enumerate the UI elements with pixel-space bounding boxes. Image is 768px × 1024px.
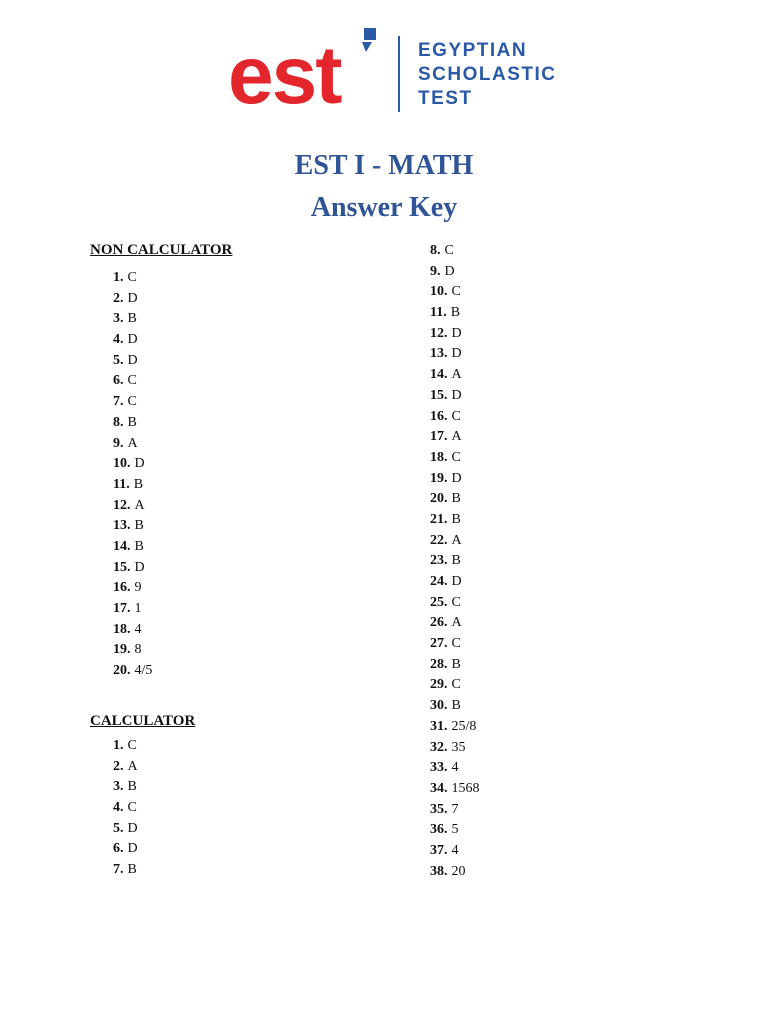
answer-item [113, 413, 152, 434]
question-number: 12. [430, 325, 448, 341]
question-number: 4. [113, 332, 124, 348]
question-number: 14. [113, 538, 131, 554]
question-number: 2. [113, 290, 124, 306]
question-number: 16. [430, 408, 448, 424]
answer-item [430, 262, 480, 283]
answer-item [430, 655, 480, 676]
answer-item [430, 510, 480, 531]
logo-mark: est [228, 30, 341, 121]
question-number: 13. [113, 518, 131, 534]
answer-value: 9 [134, 580, 142, 596]
est-logo [228, 26, 578, 121]
answer-item [430, 241, 480, 262]
question-number: 25. [430, 594, 448, 610]
answer-item [113, 661, 152, 682]
answer-value: C [127, 394, 137, 410]
answer-value: C [451, 449, 461, 465]
answer-value: B [127, 414, 137, 430]
question-number: 29. [430, 677, 448, 693]
answer-value: B [451, 656, 461, 672]
answer-item [430, 841, 480, 862]
answer-value: 1568 [451, 780, 480, 796]
question-number: 8. [113, 414, 124, 430]
answer-item [430, 427, 480, 448]
answer-value: D [134, 456, 145, 472]
answer-value: D [451, 387, 462, 403]
answer-item [113, 351, 152, 372]
answer-item [430, 862, 480, 883]
question-number: 32. [430, 739, 448, 755]
answer-value: 1 [134, 601, 142, 616]
question-number: 3. [113, 311, 124, 327]
answer-value: 20 [451, 863, 466, 879]
answer-item [430, 344, 480, 365]
question-number: 37. [430, 842, 448, 858]
answer-value: D [451, 325, 462, 341]
answer-value: C [127, 270, 137, 285]
answer-value: A [134, 497, 145, 513]
answer-item [430, 386, 480, 407]
question-number: 11. [113, 476, 130, 492]
question-number: 20. [113, 663, 131, 679]
answer-item [113, 392, 152, 413]
question-number: 8. [430, 243, 441, 258]
page-subtitle: Answer Key [310, 192, 458, 223]
answer-value: B [127, 779, 137, 795]
answer-item [113, 558, 152, 579]
answer-item [430, 634, 480, 655]
answer-item [430, 800, 480, 821]
question-number: 35. [430, 801, 448, 817]
answer-item [430, 303, 480, 324]
answer-value: B [451, 553, 461, 569]
answer-item [430, 448, 480, 469]
answer-item [430, 531, 480, 552]
answer-value: D [444, 263, 455, 279]
answer-value: 4 [134, 621, 142, 637]
question-number: 3. [113, 779, 124, 795]
answer-item [430, 779, 480, 800]
answer-value: B [134, 518, 144, 534]
answer-value: C [451, 408, 461, 424]
answer-value: B [133, 476, 144, 492]
answer-value: D [127, 290, 138, 306]
question-number: 17. [430, 429, 448, 445]
answer-value: 4 [451, 842, 459, 858]
question-number: 6. [113, 841, 124, 857]
answer-value: B [451, 698, 461, 714]
answer-item [113, 268, 152, 289]
answer-item [430, 551, 480, 572]
question-number: 36. [430, 822, 448, 838]
calculator-list-col1 [113, 736, 138, 881]
answer-item [430, 717, 480, 738]
answer-value: C [127, 738, 137, 753]
question-number: 1. [113, 738, 124, 753]
answer-item [430, 738, 480, 759]
question-number: 38. [430, 863, 448, 879]
question-number: 5. [113, 352, 124, 368]
question-number: 33. [430, 760, 448, 776]
answer-value: D [134, 559, 145, 575]
logo-name [418, 39, 557, 111]
answer-value: A [451, 615, 462, 631]
non-calculator-list [113, 268, 152, 682]
answer-value: 8 [134, 642, 142, 658]
answer-value: B [451, 511, 461, 527]
question-number: 22. [430, 532, 448, 548]
answer-value: 25/8 [451, 718, 477, 734]
question-number: 24. [430, 574, 448, 589]
question-number: 2. [113, 758, 124, 774]
question-number: 15. [430, 387, 448, 403]
question-number: 10. [430, 284, 448, 300]
page-title: EST I - MATH [294, 150, 474, 181]
question-number: 10. [113, 456, 131, 472]
answer-item [113, 757, 138, 778]
answer-value: 5 [451, 822, 459, 838]
answer-item [113, 496, 152, 517]
answer-value: D [127, 352, 138, 368]
question-number: 11. [430, 305, 447, 321]
answer-item [113, 640, 152, 661]
answer-value: A [451, 367, 462, 383]
logo-name-line-3: TEST [418, 88, 473, 109]
answer-item [113, 475, 152, 496]
answer-item [113, 371, 152, 392]
question-number: 18. [430, 449, 448, 465]
answer-value: B [127, 311, 137, 327]
question-number: 4. [113, 800, 124, 816]
logo-name-line-2: SCHOLASTIC [418, 64, 557, 85]
question-number: 34. [430, 780, 448, 796]
answer-value: C [127, 800, 137, 816]
answer-value: 4/5 [134, 663, 153, 679]
question-number: 1. [113, 270, 124, 285]
answer-item [113, 620, 152, 641]
question-number: 27. [430, 636, 448, 652]
answer-item [430, 696, 480, 717]
calculator-heading: CALCULATOR [90, 713, 196, 729]
question-number: 13. [430, 346, 448, 362]
logo-accent-shape [364, 28, 376, 40]
question-number: 15. [113, 559, 131, 575]
answer-value: C [451, 677, 461, 693]
answer-item [430, 282, 480, 303]
question-number: 18. [113, 621, 131, 637]
answer-value: C [127, 373, 137, 389]
answer-item [113, 599, 152, 620]
answer-value: D [451, 346, 462, 362]
question-number: 26. [430, 615, 448, 631]
answer-value: 4 [451, 760, 459, 776]
answer-item [430, 820, 480, 841]
non-calculator-heading: NON CALCULATOR [90, 242, 233, 258]
answer-item [113, 537, 152, 558]
answer-item [113, 798, 138, 819]
answer-value: D [127, 332, 138, 348]
question-number: 28. [430, 656, 448, 672]
question-number: 21. [430, 511, 448, 527]
answer-item [113, 454, 152, 475]
answer-item [113, 777, 138, 798]
answer-value: B [450, 305, 461, 321]
answer-value: D [451, 574, 462, 589]
answer-item [430, 365, 480, 386]
answer-value: A [127, 435, 138, 451]
question-number: 7. [113, 394, 124, 410]
question-number: 9. [113, 435, 124, 451]
question-number: 30. [430, 698, 448, 714]
question-number: 19. [430, 470, 448, 486]
answer-item [430, 675, 480, 696]
question-number: 16. [113, 580, 131, 596]
logo-name-line-1: EGYPTIAN [418, 40, 528, 61]
answer-value: A [127, 758, 138, 774]
answer-item [113, 330, 152, 351]
answer-item [113, 516, 152, 537]
answer-item [430, 593, 480, 614]
answer-item [430, 469, 480, 490]
answer-item [430, 613, 480, 634]
logo-divider [398, 36, 400, 112]
question-number: 19. [113, 642, 131, 658]
question-number: 23. [430, 553, 448, 569]
answer-item [430, 758, 480, 779]
question-number: 7. [113, 862, 124, 878]
answer-value: B [134, 538, 144, 554]
answer-value: A [451, 532, 462, 548]
answer-item [113, 434, 152, 455]
answer-value: C [451, 284, 461, 300]
logo-accent-tail [362, 42, 372, 52]
answer-item [113, 309, 152, 330]
answer-item [430, 489, 480, 510]
answer-value: B [451, 491, 461, 507]
answer-value: 35 [451, 739, 466, 755]
answer-value: D [451, 470, 462, 486]
answer-item [113, 819, 138, 840]
answer-item [113, 289, 152, 310]
answer-item [430, 407, 480, 428]
question-number: 12. [113, 497, 131, 513]
answer-value: C [451, 594, 461, 610]
answer-value: 7 [451, 801, 459, 817]
answer-item [430, 572, 480, 593]
answer-item [113, 839, 138, 860]
answer-value: A [451, 429, 462, 445]
calculator-list-col2 [430, 241, 480, 882]
question-number: 9. [430, 263, 441, 279]
answer-item [113, 578, 152, 599]
answer-value: B [127, 862, 137, 878]
question-number: 20. [430, 491, 448, 507]
question-number: 6. [113, 373, 124, 389]
answer-item [430, 324, 480, 345]
question-number: 17. [113, 601, 131, 616]
answer-value: D [127, 820, 138, 836]
answer-value: C [444, 243, 454, 258]
question-number: 31. [430, 718, 448, 734]
answer-value: D [127, 841, 138, 857]
answer-item [113, 736, 138, 757]
answer-value: C [451, 636, 461, 652]
question-number: 14. [430, 367, 448, 383]
answer-item [113, 860, 138, 881]
question-number: 5. [113, 820, 124, 836]
